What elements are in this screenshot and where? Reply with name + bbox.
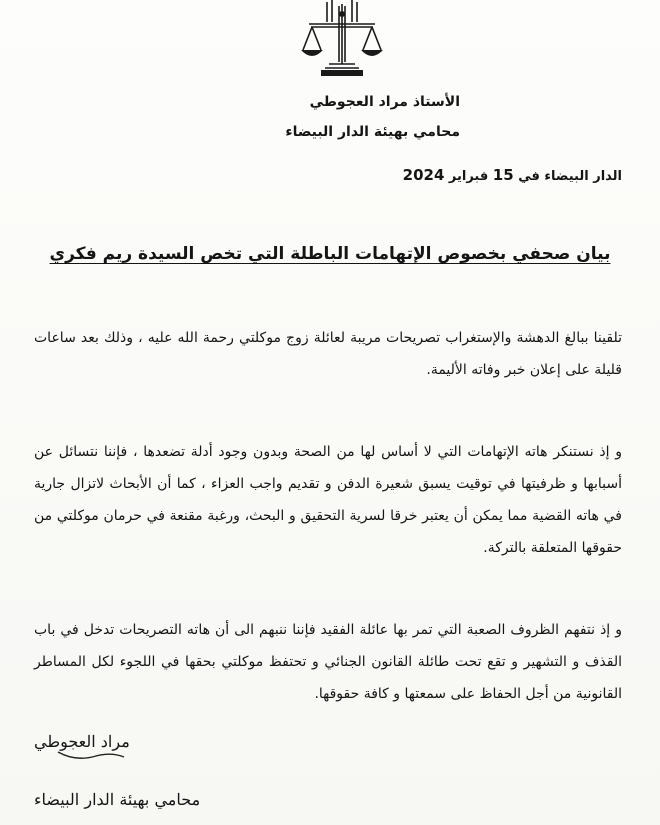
date-prefix: الدار البيضاء في: [518, 169, 622, 184]
date-year: 2024: [402, 166, 445, 184]
scales-of-justice-logo: [297, 0, 387, 78]
date-month: فبراير: [448, 169, 489, 184]
signature-name: مراد العجوطي: [34, 732, 130, 751]
signature-title: محامي بهيئة الدار البيضاء: [34, 790, 201, 809]
date-day: 15: [492, 166, 514, 184]
paragraph-1: تلقينا ببالغ الدهشة والإستغراب تصريحات مريبة لعائلة زوج موكلتي رحمة الله عليه ، وذلك بعد ساعات قليلة على إعلان خبر وفاته الأليمة.: [34, 330, 622, 378]
lawyer-title-header: محامي بهيئة الدار البيضاء: [285, 124, 460, 140]
date-line: [403, 166, 622, 184]
signature-flourish: [56, 748, 126, 762]
statement-subject: بيان صحفي بخصوص الإتهامات الباطلة التي تخص السيدة ريم فكري: [49, 244, 611, 264]
paragraph-2: و إذ نستنكر هاته الإتهامات التي لا أساس لها من الصحة وبدون وجود أدلة تضعدها ، فإننا نتسائل عن أسبابها و ظرفيتها في توقيت يسبق شعيرة الدفن و تقديم واجب العزاء ، كما أن الأبحاث لاتزال جارية في هاته القضية مما يمكن أن يعتبر خرقا لسرية التحقيق و البحث، ورغبة مقنعة في حرمان موكلتي من حقوقها المتعلقة بالتركة.: [34, 444, 622, 556]
lawyer-name-header: الأستاذ مراد العجوطي: [309, 94, 460, 110]
paragraph-3: و إذ نتفهم الظروف الصعبة التي تمر بها عائلة الفقيد فإننا ننبهم الى أن هاته التصريحات تدخل في باب القذف و التشهير و تقع تحت طائلة القانون الجنائي و تحتفظ موكلتي بحقها في اللجوء لكل المساطر القانونية من أجل الحفاظ على سمعتها و كافة حقوقها.: [34, 622, 622, 702]
